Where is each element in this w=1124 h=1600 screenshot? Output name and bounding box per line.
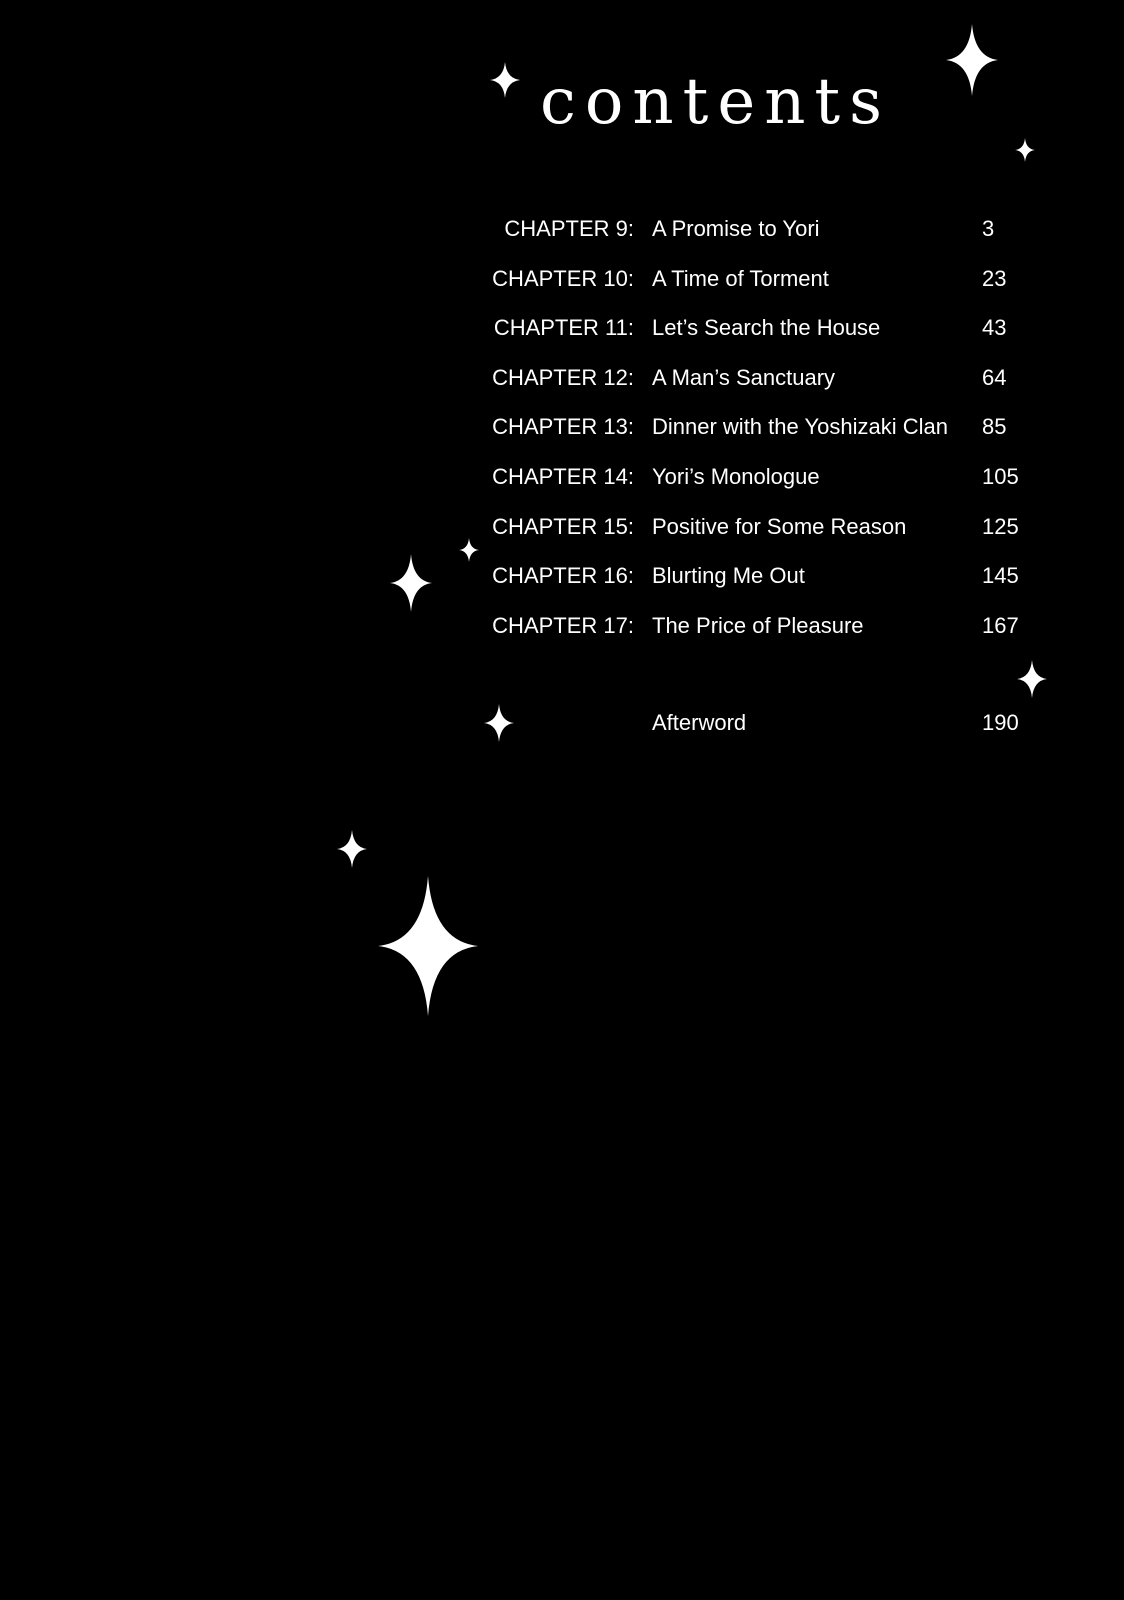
page-number: 85 xyxy=(982,414,1007,440)
table-of-contents xyxy=(470,216,1030,760)
page-number: 43 xyxy=(982,315,1007,341)
sparkle-icon xyxy=(1015,138,1035,162)
page-number: 167 xyxy=(982,612,1019,638)
sparkle-icon xyxy=(378,876,478,1016)
sparkle-icon xyxy=(1017,660,1047,698)
sparkle-icon xyxy=(337,830,367,868)
afterword-title: Afterword xyxy=(652,710,747,736)
chapter-number: CHAPTER 14: xyxy=(492,463,634,489)
chapter-title: The Price of Pleasure xyxy=(652,612,864,638)
sparkle-icon xyxy=(459,538,479,562)
toc-entry[interactable] xyxy=(470,315,1030,365)
sparkle-icon xyxy=(484,704,514,742)
toc-entry[interactable] xyxy=(470,514,1030,564)
chapter-title: Blurting Me Out xyxy=(652,563,805,589)
chapter-number: CHAPTER 13: xyxy=(492,414,634,440)
chapter-number: CHAPTER 15: xyxy=(492,513,634,539)
sparkle-icon xyxy=(490,62,520,98)
chapter-number: CHAPTER 17: xyxy=(492,612,634,638)
chapter-title: A Time of Torment xyxy=(652,265,829,291)
chapter-title: Let’s Search the House xyxy=(652,315,881,341)
sparkle-icon xyxy=(946,24,998,96)
chapter-number: CHAPTER 16: xyxy=(492,563,634,589)
page-number: 125 xyxy=(982,513,1019,539)
page-number: 23 xyxy=(982,265,1007,291)
toc-entry-afterword[interactable] xyxy=(470,710,1030,760)
chapter-title: A Promise to Yori xyxy=(652,216,820,241)
toc-entry[interactable] xyxy=(470,464,1030,514)
chapter-number: CHAPTER 10: xyxy=(492,265,634,291)
page-number: 64 xyxy=(982,364,1007,390)
page-number: 145 xyxy=(982,563,1019,589)
chapter-title: Dinner with the Yoshizaki Clan xyxy=(652,414,948,440)
page-title: contents xyxy=(540,65,891,139)
chapter-title: A Man’s Sanctuary xyxy=(652,364,836,390)
toc-entry[interactable] xyxy=(470,563,1030,613)
chapter-number: CHAPTER 12: xyxy=(492,364,634,390)
chapter-title: Positive for Some Reason xyxy=(652,513,907,539)
sparkle-icon xyxy=(390,554,432,612)
toc-entry[interactable] xyxy=(470,216,1030,266)
page-number: 105 xyxy=(982,463,1019,489)
chapter-title: Yori’s Monologue xyxy=(652,463,820,489)
toc-entry[interactable] xyxy=(470,266,1030,316)
chapter-number: CHAPTER 11: xyxy=(493,315,634,341)
toc-entry[interactable] xyxy=(470,613,1030,663)
page-number: 190 xyxy=(982,710,1019,736)
page-number: 3 xyxy=(982,216,995,241)
toc-entry[interactable] xyxy=(470,365,1030,415)
chapter-number: CHAPTER 9: xyxy=(504,216,634,241)
toc-entry[interactable] xyxy=(470,414,1030,464)
